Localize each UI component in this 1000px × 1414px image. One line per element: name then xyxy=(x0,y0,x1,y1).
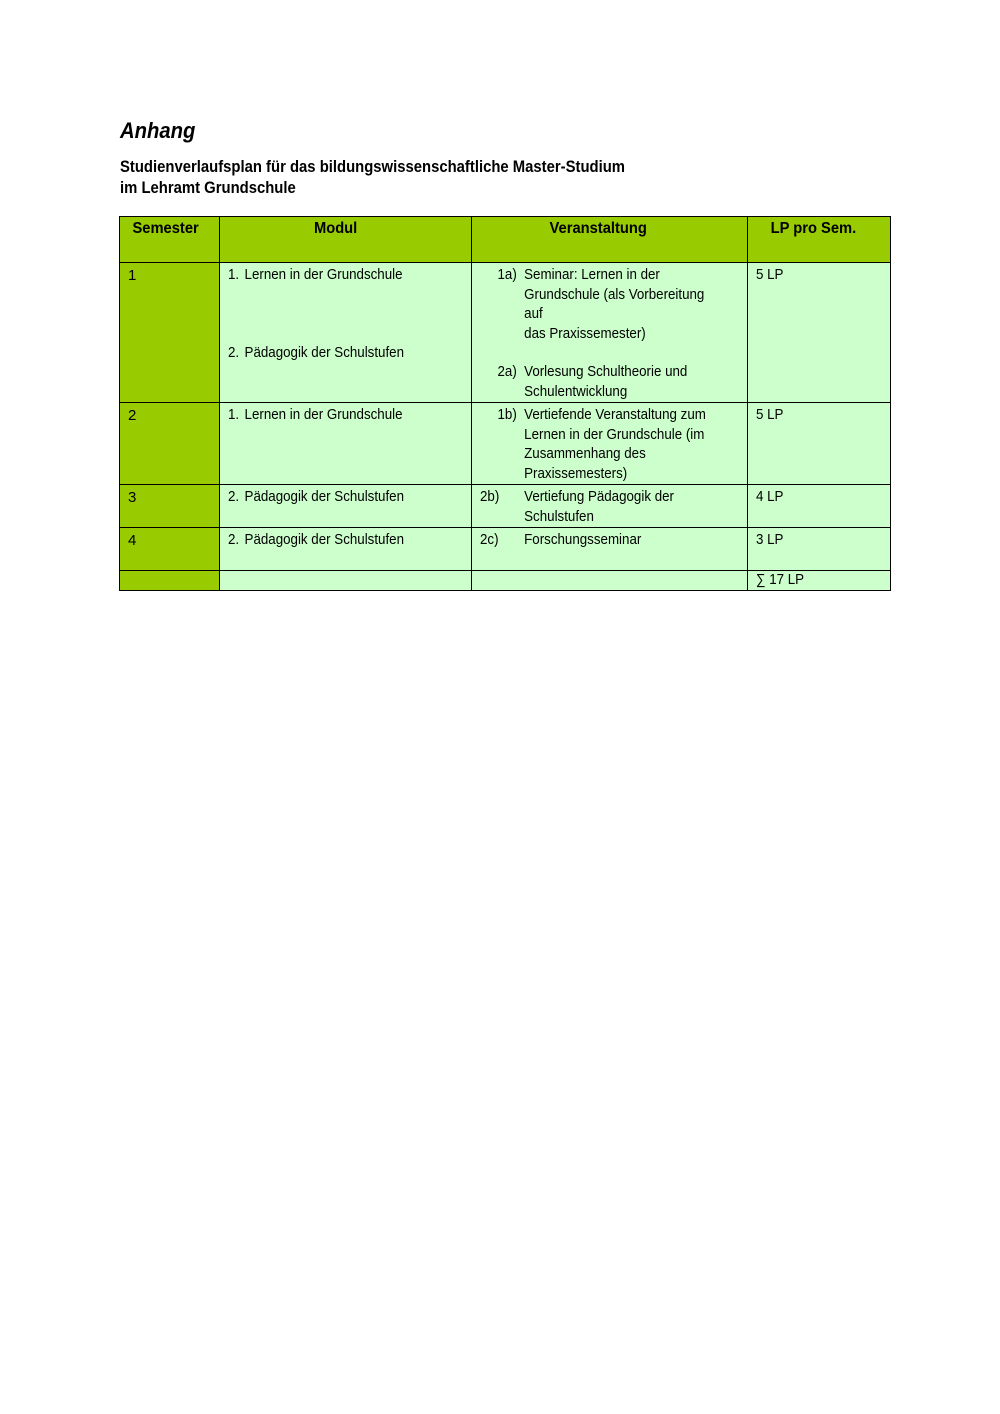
table-header-row xyxy=(120,217,891,263)
lp-cell: 3 LP xyxy=(747,528,890,571)
veranstaltung-cell xyxy=(472,485,747,528)
total-lp-cell: ∑ 17 LP xyxy=(747,571,890,591)
veranstaltung-cell xyxy=(472,403,747,485)
study-plan-table xyxy=(119,216,891,591)
modul-entry: 2. Pädagogik der Schulstufen xyxy=(228,489,405,505)
lp-cell: 5 LP xyxy=(747,403,890,485)
course-entry: 2c) Forschungsseminar xyxy=(480,532,642,548)
semester-cell: 2 xyxy=(120,403,220,485)
modul-cell xyxy=(220,485,472,528)
course-entry: 1a) Seminar: Lernen in der Grundschule (als Vorbereitung auf das Praxissemester) xyxy=(497,267,705,342)
table-row xyxy=(120,528,891,571)
modul-cell xyxy=(220,403,472,485)
subtitle-line-1: Studienverlaufsplan für das bildungswissenschaftliche Master-Studium xyxy=(120,158,625,176)
modul-entry: 2. Pädagogik der Schulstufen xyxy=(228,532,405,548)
lp-cell: 4 LP xyxy=(747,485,890,528)
table-total-row xyxy=(120,571,891,591)
lp-cell: 5 LP xyxy=(747,263,890,403)
page-heading: Anhang xyxy=(120,118,196,143)
modul-entry: 2. Pädagogik der Schulstufen xyxy=(228,344,405,361)
veranstaltung-cell xyxy=(472,263,747,403)
table-row xyxy=(120,263,891,403)
table-row xyxy=(120,485,891,528)
header-veranstaltung: Veranstaltung xyxy=(472,217,747,263)
header-lp: LP pro Sem. xyxy=(747,217,890,263)
document-subtitle xyxy=(120,157,625,199)
course-entry: 2b) Vertiefung Pädagogik der Schulstufen xyxy=(480,489,675,525)
modul-cell xyxy=(220,528,472,571)
empty-cell xyxy=(220,571,472,591)
semester-cell: 1 xyxy=(120,263,220,403)
modul-entry: 1. Lernen in der Grundschule xyxy=(228,267,403,283)
table-row xyxy=(120,403,891,485)
course-entry: 1b) Vertiefende Veranstaltung zum Lernen in der Grundschule (im Zusammenhang des Praxissemesters) xyxy=(497,407,707,482)
header-modul: Modul xyxy=(220,217,472,263)
semester-cell: 4 xyxy=(120,528,220,571)
empty-cell xyxy=(472,571,747,591)
course-entry: 2a) Vorlesung Schultheorie und Schulentwicklung xyxy=(497,364,688,400)
semester-cell: 3 xyxy=(120,485,220,528)
header-semester: Semester xyxy=(120,217,220,263)
veranstaltung-cell xyxy=(472,528,747,571)
modul-entry: 1. Lernen in der Grundschule xyxy=(228,407,403,423)
subtitle-line-2: im Lehramt Grundschule xyxy=(120,179,296,197)
modul-cell xyxy=(220,263,472,403)
empty-cell xyxy=(120,571,220,591)
